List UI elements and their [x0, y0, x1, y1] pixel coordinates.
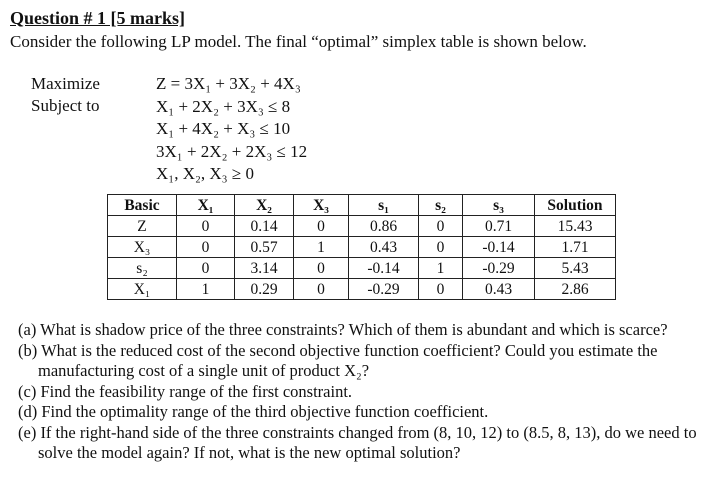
table-cell: 0.14 [235, 216, 294, 237]
table-cell: X₁ [108, 279, 177, 300]
table-row [108, 216, 616, 237]
table-cell: 0.43 [349, 237, 419, 258]
question-d: (d) Find the optimality range of the third objective function coefficient. [18, 402, 489, 421]
question-list [18, 320, 718, 464]
question-b: (b) What is the reduced cost of the second objective function coefficient? Could you estimate the manufacturing cost of a single unit of product X₂? [18, 340, 658, 380]
table-cell: 2.86 [535, 279, 616, 300]
non-negativity-constraint: X₁, X₂, X₃ ≥ 0 [156, 164, 254, 183]
constraints-label: Subject to [31, 96, 100, 115]
objective-function: Z = 3X₁ + 3X₂ + 4X₃ [156, 74, 301, 93]
header-basic: Basic [108, 195, 177, 216]
table-cell: 5.43 [535, 258, 616, 279]
table-cell: 0.86 [349, 216, 419, 237]
header-s3: s₃ [463, 195, 535, 216]
table-cell: 3.14 [235, 258, 294, 279]
header-solution: Solution [535, 195, 616, 216]
table-cell: 0 [177, 237, 235, 258]
table-cell: 0.71 [463, 216, 535, 237]
table-cell: 15.43 [535, 216, 616, 237]
table-cell: 0 [294, 258, 349, 279]
table-cell: Z [108, 216, 177, 237]
table-cell: 0 [419, 216, 463, 237]
table-cell: -0.29 [349, 279, 419, 300]
table-cell: 1.71 [535, 237, 616, 258]
model-labels [31, 73, 100, 117]
table-header-row [108, 195, 616, 216]
table-cell: 0 [419, 237, 463, 258]
model-equations [156, 73, 307, 186]
table-cell: 1 [177, 279, 235, 300]
table-row [108, 279, 616, 300]
table-cell: 0.29 [235, 279, 294, 300]
table-cell: -0.14 [349, 258, 419, 279]
header-x2: X₂ [235, 195, 294, 216]
question-e: (e) If the right-hand side of the three constraints changed from (8, 10, 12) to (8.5, 8, 13), do we need to solve the model again? If not, what is the new optimal solution? [18, 422, 697, 462]
table-cell: 0 [294, 216, 349, 237]
table-cell: X₃ [108, 237, 177, 258]
objective-label: Maximize [31, 74, 100, 93]
intro-text: Consider the following LP model. The final “optimal” simplex table is shown below. [10, 32, 587, 51]
table-cell: s₂ [108, 258, 177, 279]
constraint-2: X₁ + 4X₂ + X₃ ≤ 10 [156, 119, 291, 138]
header-x1: X₁ [177, 195, 235, 216]
header-s2: s₂ [419, 195, 463, 216]
table-cell: 0.43 [463, 279, 535, 300]
simplex-table [107, 194, 616, 300]
question-c: (c) Find the feasibility range of the first constraint. [18, 381, 353, 401]
table-row [108, 237, 616, 258]
table-cell: 1 [294, 237, 349, 258]
question-a: (a) What is shadow price of the three constraints? Which of them is abundant and which is scarce? [18, 320, 668, 339]
table-cell: 0 [294, 279, 349, 300]
table-cell: 1 [419, 258, 463, 279]
header-x3: X₃ [294, 195, 349, 216]
table-cell: 0 [177, 258, 235, 279]
table-cell: -0.14 [463, 237, 535, 258]
question-heading: Question # 1 [5 marks] [10, 8, 185, 28]
table-cell: 0 [177, 216, 235, 237]
table-cell: 0 [419, 279, 463, 300]
constraint-1: X₁ + 2X₂ + 3X₃ ≤ 8 [156, 96, 291, 116]
table-row [108, 258, 616, 279]
table-cell: -0.29 [463, 258, 535, 279]
header-s1: s₁ [349, 195, 419, 216]
constraint-3: 3X₁ + 2X₂ + 2X₃ ≤ 12 [156, 141, 308, 161]
table-cell: 0.57 [235, 237, 294, 258]
